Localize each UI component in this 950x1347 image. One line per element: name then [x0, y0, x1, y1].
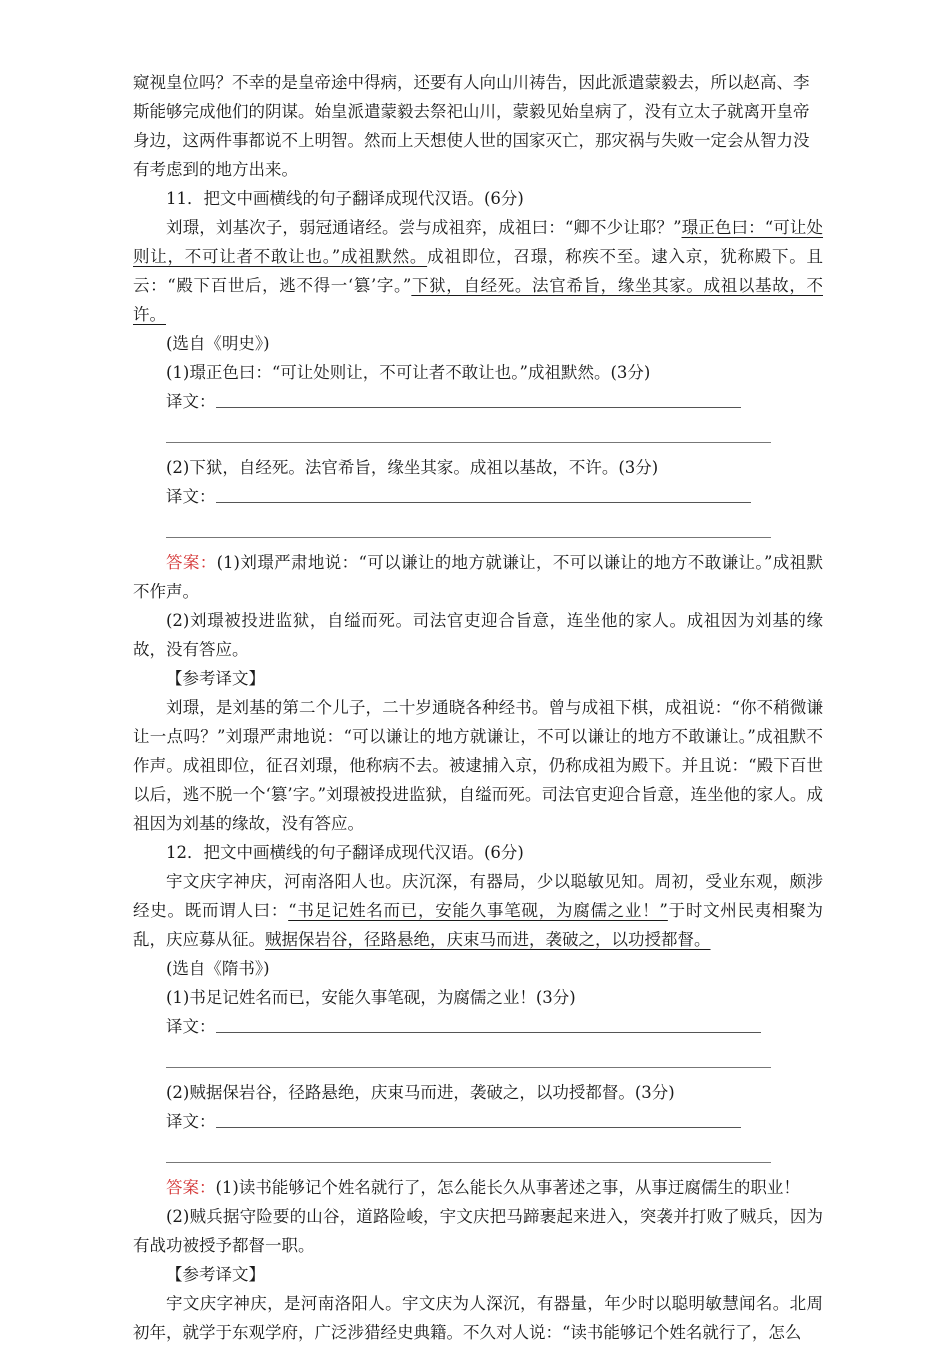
q11-underlined-sentence-1: 璟正色曰：“可让处则让，不可让者不敢让也。”成祖默然。	[133, 218, 824, 266]
q12-answer-1	[133, 1173, 823, 1202]
q12-passage	[133, 867, 823, 954]
answer-text: (1)刘璟严肃地说：“可以谦让的地方就谦让，不可以谦让的地方不敢谦让。”成祖默不作声。	[133, 553, 824, 601]
q12-underlined-sentence-2: 贼据保岩谷，径路悬绝，庆束马而进，袭破之，以功授都督。	[265, 930, 711, 949]
q12-passage-text: 宇文庆字神庆，河南洛阳人也。庆沉深，有器局，少以聪敏见知。周初，受业东观，颇涉经史。既而谓人曰：	[133, 872, 823, 920]
q12-reference-title: 【参考译文】	[166, 1265, 265, 1284]
answer-blank-line[interactable]	[216, 502, 751, 503]
q12-underlined-sentence-1: “书足记姓名而已，安能久事笔砚，为腐儒之业！”	[288, 901, 668, 920]
q11-title: 11．把文中画横线的句子翻译成现代汉语。(6分)	[166, 189, 524, 208]
answer-blank-line[interactable]	[166, 537, 771, 538]
document-content	[133, 68, 823, 1347]
answer-blank-line[interactable]	[216, 1127, 741, 1128]
q11-translation-row-2	[133, 482, 823, 511]
translation-label: 译文：	[166, 487, 216, 506]
intro-line: 窥视皇位吗？不幸的是皇帝途中得病，还要有人向山川祷告，因此派遣蒙毅去，所以赵高、李	[133, 73, 810, 92]
answer-label: 答案：	[166, 1178, 216, 1197]
q11-reference-text: 刘璟，是刘基的第二个儿子，二十岁通晓各种经书。曾与成祖下棋，成祖说：“你不稍微谦让一点吗？”刘璟严肃地说：“可以谦让的地方就谦让，不可以谦让的地方不敢谦让。”成祖默不作声。成祖即位，征召刘璟，他称病不去。被逮捕入京，仍称成祖为殿下。并且说：“殿下百世以后，逃不脱一个‘篡’字。”刘璟被投进监狱，自缢而死。司法官吏迎合旨意，连坐他的家人。成祖因为刘基的缘故，没有答应。	[133, 698, 823, 833]
intro-line: 斯能够完成他们的阴谋。始皇派遣蒙毅去祭祀山川，蒙毅见始皇病了，没有立太子就离开皇帝	[133, 102, 810, 121]
answer-blank-line[interactable]	[166, 1067, 771, 1068]
translation-label: 译文：	[166, 1112, 216, 1131]
q12-reference-text: 宇文庆字神庆，是河南洛阳人。宇文庆为人深沉，有器量，年少时以聪明敏慧闻名。北周初年，就学于东观学府，广泛涉猎经史典籍。不久对人说：“读书能够记个姓名就行了，怎么	[133, 1294, 823, 1342]
q12-title: 12．把文中画横线的句子翻译成现代汉语。(6分)	[166, 843, 524, 862]
translation-label: 译文：	[166, 1017, 216, 1036]
translation-label: 译文：	[166, 392, 216, 411]
q11-sub2: (2)下狱，自经死。法官希旨，缘坐其家。成祖以基故，不许。(3分)	[166, 458, 659, 477]
q11-translation-row-1	[133, 387, 823, 416]
q11-answer-1	[133, 548, 823, 606]
intro-line: 身边，这两件事都说不上明智。然而上天想使人世的国家灭亡，那灾祸与失败一定会从智力没	[133, 131, 810, 150]
q11-passage-text: 成祖即位，召璟，称疾不至。逮入京，犹称殿下。且云：“殿下百世后，逃不得一‘篡’字。”	[133, 247, 824, 295]
q12-translation-row-2	[133, 1107, 823, 1136]
answer-text: (1)读书能够记个姓名就行了，怎么能长久从事著述之事，从事迂腐儒生的职业！	[215, 1178, 800, 1197]
q12-sub2: (2)贼据保岩谷，径路悬绝，庆束马而进，袭破之，以功授都督。(3分)	[166, 1083, 675, 1102]
q12-translation-row-1	[133, 1012, 823, 1041]
q12-passage-text: 于时文州民夷相聚为乱，庆应募从征。	[133, 901, 824, 949]
q11-source: (选自《明史》)	[166, 334, 270, 353]
q12-answer-2: (2)贼兵据守险要的山谷，道路险峻，宇文庆把马蹄裹起来进入，突袭并打败了贼兵，因为有战功被授予都督一职。	[133, 1207, 823, 1255]
q11-underlined-sentence-2: 下狱，自经死。法官希旨，缘坐其家。成祖以基故，不许。	[133, 276, 823, 324]
q11-passage-text: 刘璟，刘基次子，弱冠通诸经。尝与成祖弈，成祖曰：“卿不少让耶？”	[166, 218, 682, 237]
answer-label: 答案：	[166, 553, 217, 572]
q11-sub1: (1)璟正色曰：“可让处则让，不可让者不敢让也。”成祖默然。(3分)	[166, 363, 651, 382]
q12-source: (选自《隋书》)	[166, 959, 270, 978]
answer-blank-line[interactable]	[166, 442, 771, 443]
q12-sub1: (1)书足记姓名而已，安能久事笔砚，为腐儒之业！(3分)	[166, 988, 576, 1007]
intro-line: 有考虑到的地方出来。	[133, 160, 298, 179]
q11-reference-title: 【参考译文】	[166, 669, 265, 688]
q11-answer-2: (2)刘璟被投进监狱，自缢而死。司法官吏迎合旨意，连坐他的家人。成祖因为刘基的缘故，没有答应。	[133, 611, 823, 659]
q11-passage	[133, 213, 823, 329]
answer-blank-line[interactable]	[216, 1032, 761, 1033]
answer-blank-line[interactable]	[216, 407, 741, 408]
answer-blank-line[interactable]	[166, 1162, 771, 1163]
